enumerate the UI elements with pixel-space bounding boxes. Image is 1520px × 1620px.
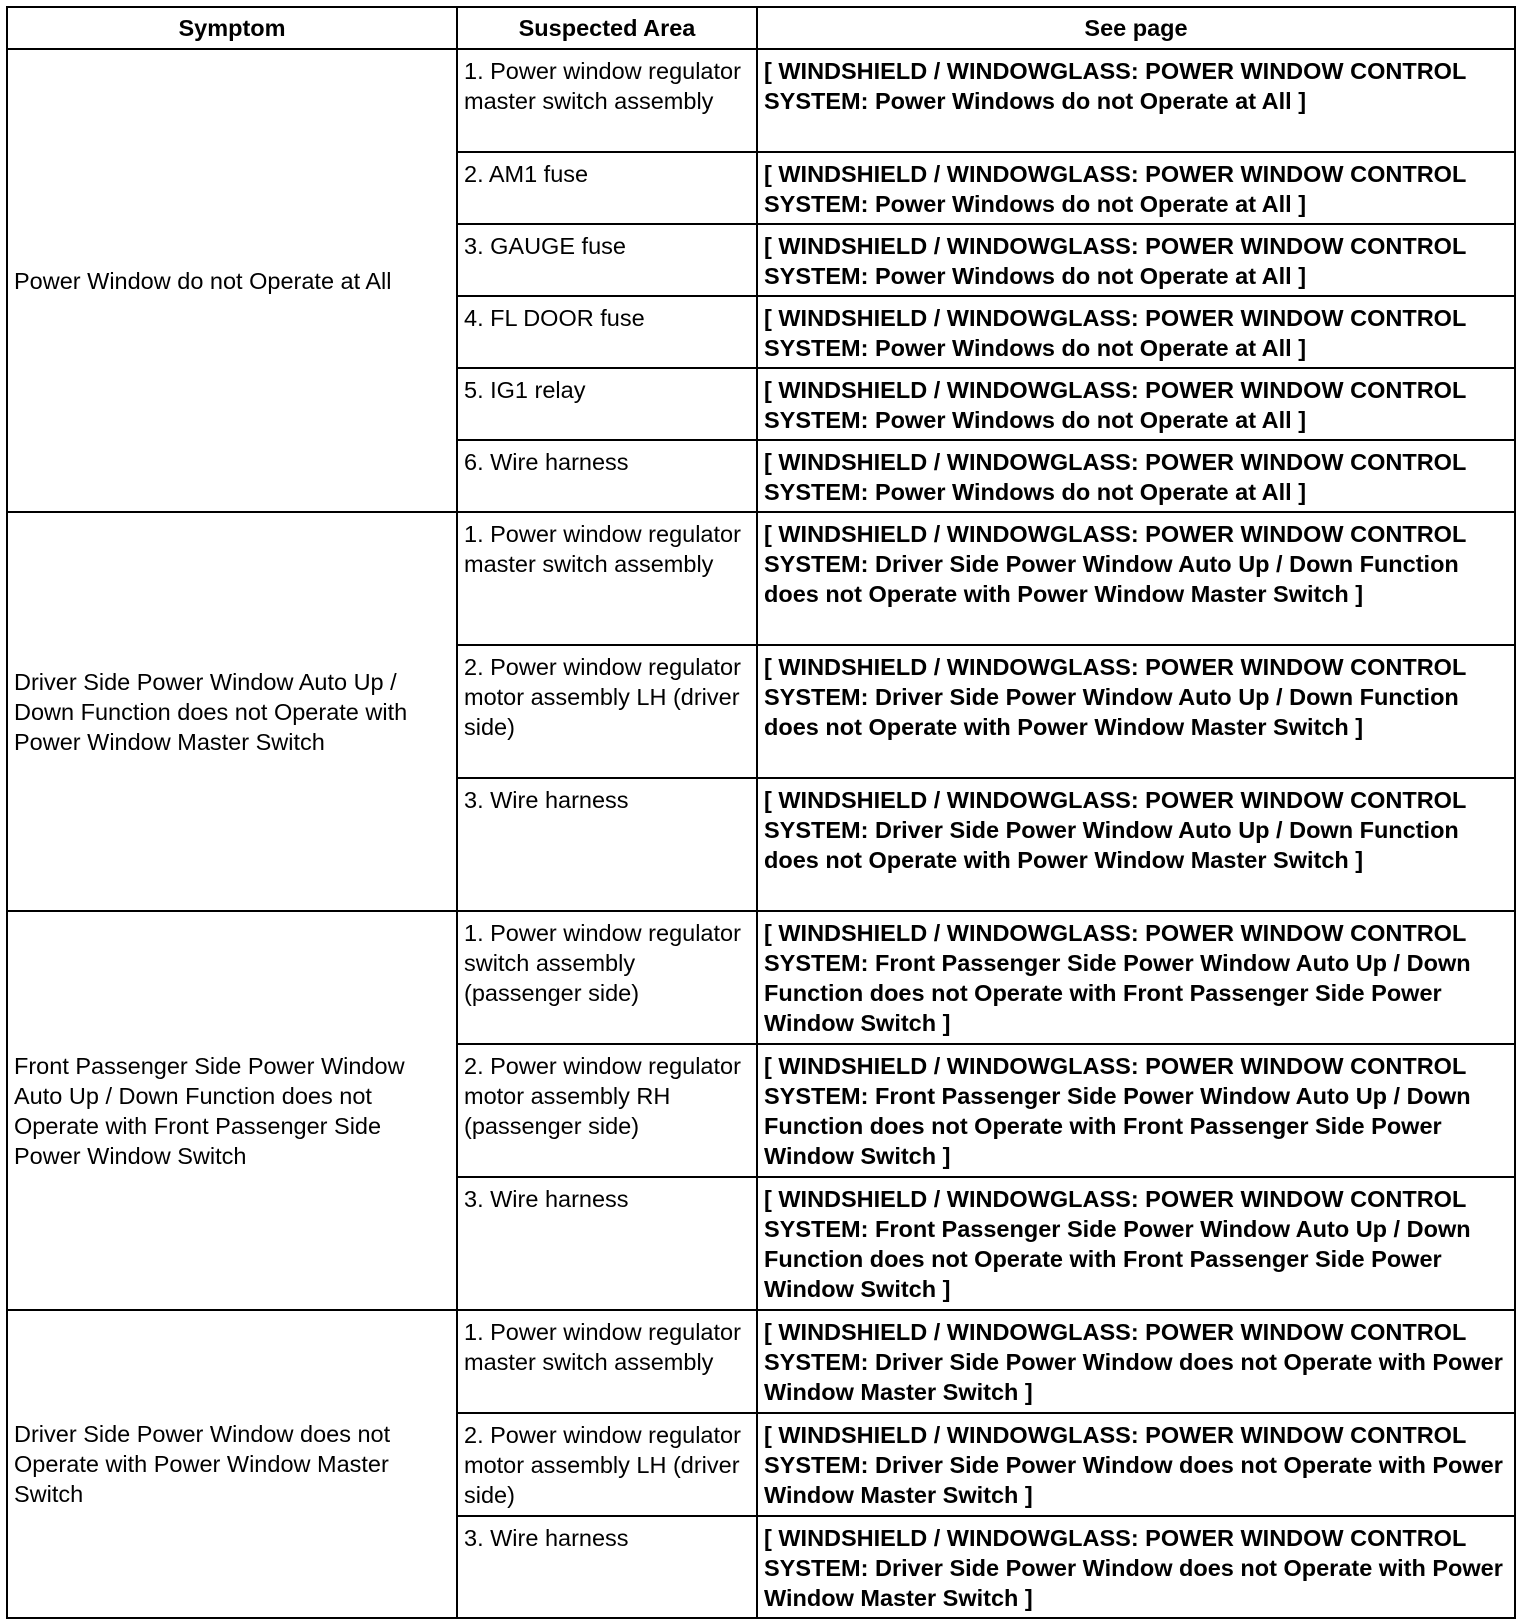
table-row: [7, 49, 1515, 152]
suspected-area-cell: 2. Power window regulator motor assembly LH (driver side): [457, 1413, 757, 1516]
see-page-link[interactable]: [ WINDSHIELD / WINDOWGLASS: POWER WINDOW CONTROL SYSTEM: Power Windows do not Operate at All ]: [757, 440, 1515, 512]
see-page-link[interactable]: [ WINDSHIELD / WINDOWGLASS: POWER WINDOW CONTROL SYSTEM: Power Windows do not Operate at All ]: [757, 49, 1515, 152]
see-page-link[interactable]: [ WINDSHIELD / WINDOWGLASS: POWER WINDOW CONTROL SYSTEM: Power Windows do not Operate at All ]: [757, 368, 1515, 440]
see-page-link[interactable]: [ WINDSHIELD / WINDOWGLASS: POWER WINDOW CONTROL SYSTEM: Front Passenger Side Power Window Auto Up / Down Function does not Operate with Front Passenger Side Power Window Switch ]: [757, 911, 1515, 1044]
symptom-cell: Driver Side Power Window does not Operate with Power Window Master Switch: [7, 1310, 457, 1618]
table-row: [7, 1310, 1515, 1413]
suspected-area-header: Suspected Area: [457, 7, 757, 49]
see-page-link[interactable]: [ WINDSHIELD / WINDOWGLASS: POWER WINDOW CONTROL SYSTEM: Front Passenger Side Power Window Auto Up / Down Function does not Operate with Front Passenger Side Power Window Switch ]: [757, 1044, 1515, 1177]
table-row: [7, 512, 1515, 645]
symptom-cell: Driver Side Power Window Auto Up / Down Function does not Operate with Power Window Master Switch: [7, 512, 457, 911]
suspected-area-cell: 5. IG1 relay: [457, 368, 757, 440]
see-page-header: See page: [757, 7, 1515, 49]
table-header-row: [7, 7, 1515, 49]
symptom-cell: Front Passenger Side Power Window Auto Up / Down Function does not Operate with Front Passenger Side Power Window Switch: [7, 911, 457, 1310]
problem-symptoms-table: [6, 6, 1516, 1619]
suspected-area-cell: 1. Power window regulator master switch assembly: [457, 512, 757, 645]
suspected-area-cell: 3. Wire harness: [457, 1516, 757, 1618]
suspected-area-cell: 1. Power window regulator master switch assembly: [457, 1310, 757, 1413]
suspected-area-cell: 2. Power window regulator motor assembly RH (passenger side): [457, 1044, 757, 1177]
see-page-link[interactable]: [ WINDSHIELD / WINDOWGLASS: POWER WINDOW CONTROL SYSTEM: Front Passenger Side Power Window Auto Up / Down Function does not Operate with Front Passenger Side Power Window Switch ]: [757, 1177, 1515, 1310]
symptom-cell: Power Window do not Operate at All: [7, 49, 457, 512]
see-page-link[interactable]: [ WINDSHIELD / WINDOWGLASS: POWER WINDOW CONTROL SYSTEM: Power Windows do not Operate at All ]: [757, 224, 1515, 296]
suspected-area-cell: 2. Power window regulator motor assembly LH (driver side): [457, 645, 757, 778]
see-page-link[interactable]: [ WINDSHIELD / WINDOWGLASS: POWER WINDOW CONTROL SYSTEM: Driver Side Power Window Auto Up / Down Function does not Operate with Power Window Master Switch ]: [757, 512, 1515, 645]
suspected-area-cell: 3. GAUGE fuse: [457, 224, 757, 296]
suspected-area-cell: 3. Wire harness: [457, 1177, 757, 1310]
suspected-area-cell: 4. FL DOOR fuse: [457, 296, 757, 368]
see-page-link[interactable]: [ WINDSHIELD / WINDOWGLASS: POWER WINDOW CONTROL SYSTEM: Power Windows do not Operate at All ]: [757, 152, 1515, 224]
table-row: [7, 911, 1515, 1044]
see-page-link[interactable]: [ WINDSHIELD / WINDOWGLASS: POWER WINDOW CONTROL SYSTEM: Driver Side Power Window does not Operate with Power Window Master Switch ]: [757, 1516, 1515, 1618]
suspected-area-cell: 1. Power window regulator master switch assembly: [457, 49, 757, 152]
see-page-link[interactable]: [ WINDSHIELD / WINDOWGLASS: POWER WINDOW CONTROL SYSTEM: Driver Side Power Window does not Operate with Power Window Master Switch ]: [757, 1413, 1515, 1516]
suspected-area-cell: 1. Power window regulator switch assembly (passenger side): [457, 911, 757, 1044]
suspected-area-cell: 2. AM1 fuse: [457, 152, 757, 224]
suspected-area-cell: 6. Wire harness: [457, 440, 757, 512]
see-page-link[interactable]: [ WINDSHIELD / WINDOWGLASS: POWER WINDOW CONTROL SYSTEM: Driver Side Power Window Auto Up / Down Function does not Operate with Power Window Master Switch ]: [757, 778, 1515, 911]
suspected-area-cell: 3. Wire harness: [457, 778, 757, 911]
see-page-link[interactable]: [ WINDSHIELD / WINDOWGLASS: POWER WINDOW CONTROL SYSTEM: Driver Side Power Window does not Operate with Power Window Master Switch ]: [757, 1310, 1515, 1413]
see-page-link[interactable]: [ WINDSHIELD / WINDOWGLASS: POWER WINDOW CONTROL SYSTEM: Driver Side Power Window Auto Up / Down Function does not Operate with Power Window Master Switch ]: [757, 645, 1515, 778]
symptom-header: Symptom: [7, 7, 457, 49]
see-page-link[interactable]: [ WINDSHIELD / WINDOWGLASS: POWER WINDOW CONTROL SYSTEM: Power Windows do not Operate at All ]: [757, 296, 1515, 368]
